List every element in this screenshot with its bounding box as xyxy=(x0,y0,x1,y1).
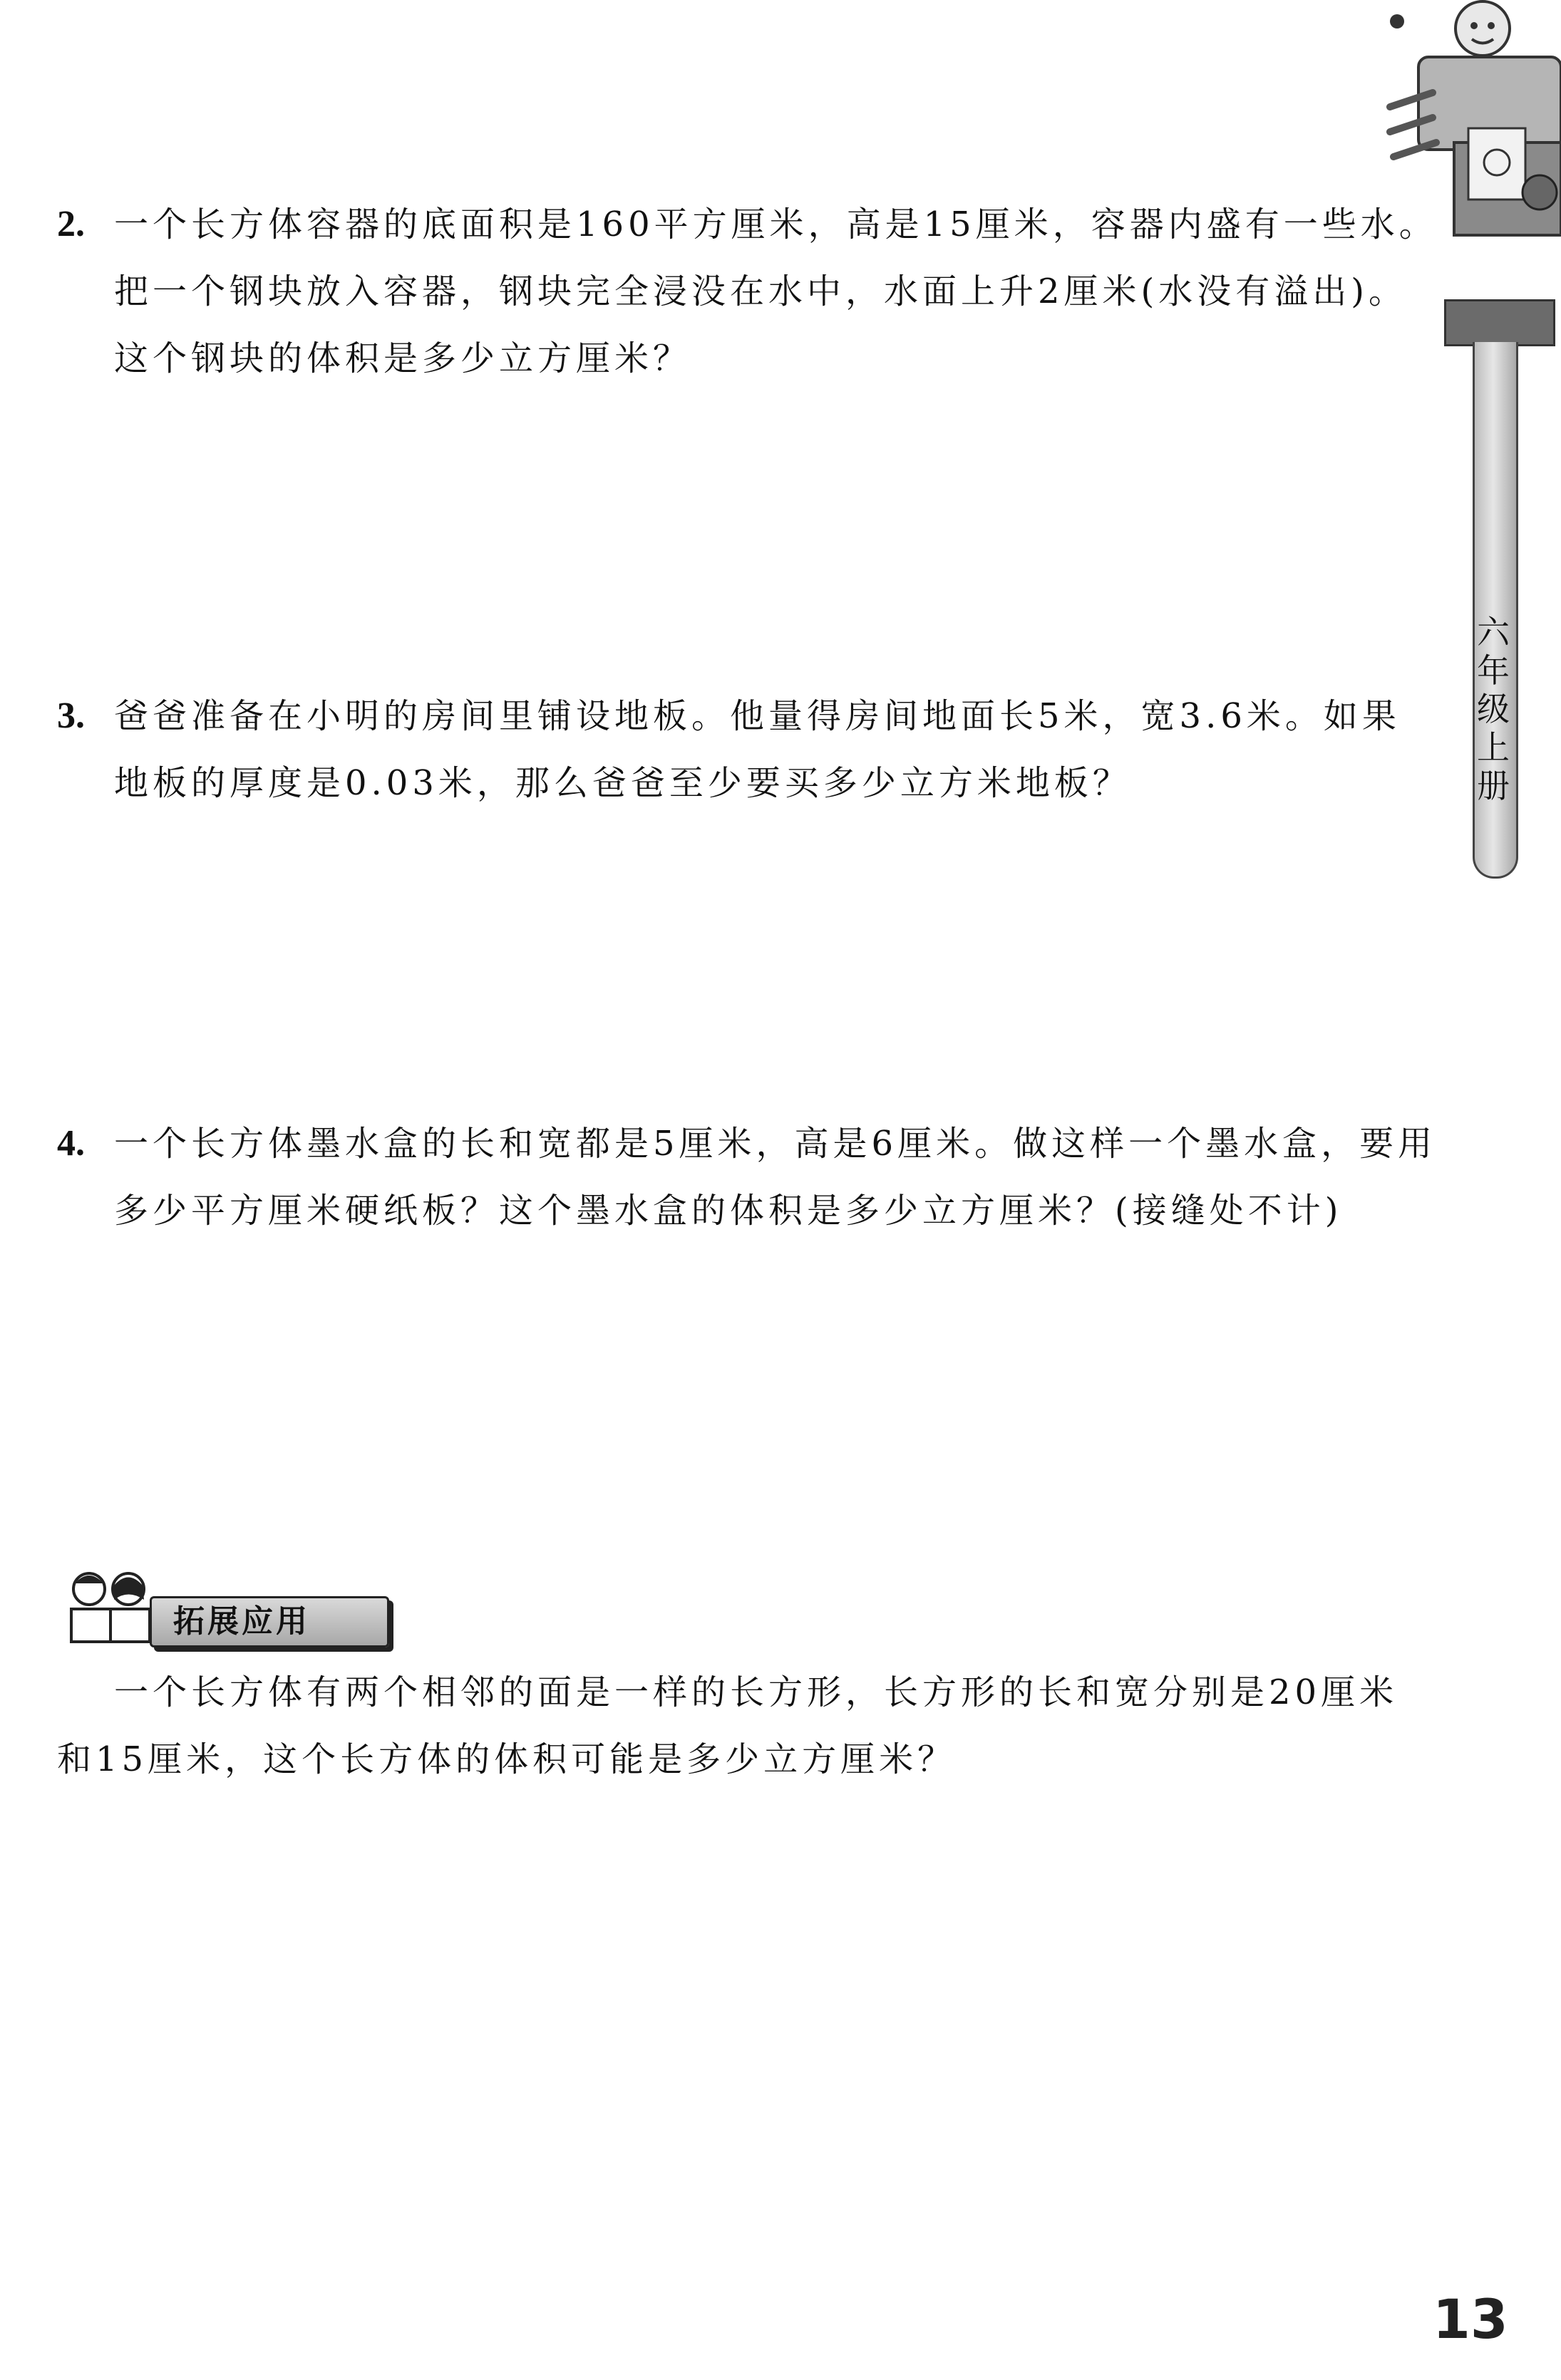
problem-text: 一个长方体墨水盒的长和宽都是5厘米，高是6厘米。做这样一个墨水盒，要用 xyxy=(114,1124,1437,1164)
problem-line: 这个钢块的体积是多少立方厘米？ xyxy=(114,338,692,378)
side-tab-char: 册 xyxy=(1477,767,1510,805)
side-tab-cap xyxy=(1444,299,1555,346)
section-badge xyxy=(150,1596,389,1647)
extension-problem xyxy=(57,1659,1426,1793)
problem-number: 3. xyxy=(57,695,85,736)
extension-header xyxy=(57,1568,342,1646)
problem-line: 多少平方厘米硬纸板？这个墨水盒的体积是多少立方厘米？(接缝处不计) xyxy=(114,1191,1343,1231)
problem-line xyxy=(57,1110,1437,1177)
problem-line: 地板的厚度是0.03米，那么爸爸至少要买多少立方米地板？ xyxy=(114,763,1131,803)
problem-line xyxy=(57,191,1438,258)
side-tab-char: 六 xyxy=(1477,613,1510,651)
problem-2 xyxy=(57,191,1438,392)
side-tab-label xyxy=(1477,613,1510,805)
problem-line xyxy=(57,683,1426,750)
kids-reading-icon xyxy=(57,1568,164,1646)
side-tab-char: 上 xyxy=(1477,728,1510,767)
problem-text: 爸爸准备在小明的房间里铺设地板。他量得房间地面长5米，宽3.6米。如果 xyxy=(114,696,1401,736)
side-tab-char: 年 xyxy=(1477,651,1510,690)
problem-line: 一个长方体有两个相邻的面是一样的长方形，长方形的长和宽分别是20厘米 xyxy=(114,1672,1398,1712)
problem-3 xyxy=(57,683,1426,817)
problem-4 xyxy=(57,1110,1437,1244)
side-tab-char: 级 xyxy=(1477,690,1510,728)
page-number: 13 xyxy=(1433,2287,1508,2351)
problem-number: 4. xyxy=(57,1123,85,1164)
problem-number: 2. xyxy=(57,204,85,244)
problem-text: 一个长方体容器的底面积是160平方厘米，高是15厘米，容器内盛有一些水。 xyxy=(114,205,1438,244)
section-title: 拓展应用 xyxy=(173,1603,310,1640)
problem-line: 和15厘米，这个长方体的体积可能是多少立方厘米？ xyxy=(57,1739,957,1779)
problem-line: 把一个钢块放入容器，钢块完全浸没在水中，水面上升2厘米(水没有溢出)。 xyxy=(114,271,1407,311)
